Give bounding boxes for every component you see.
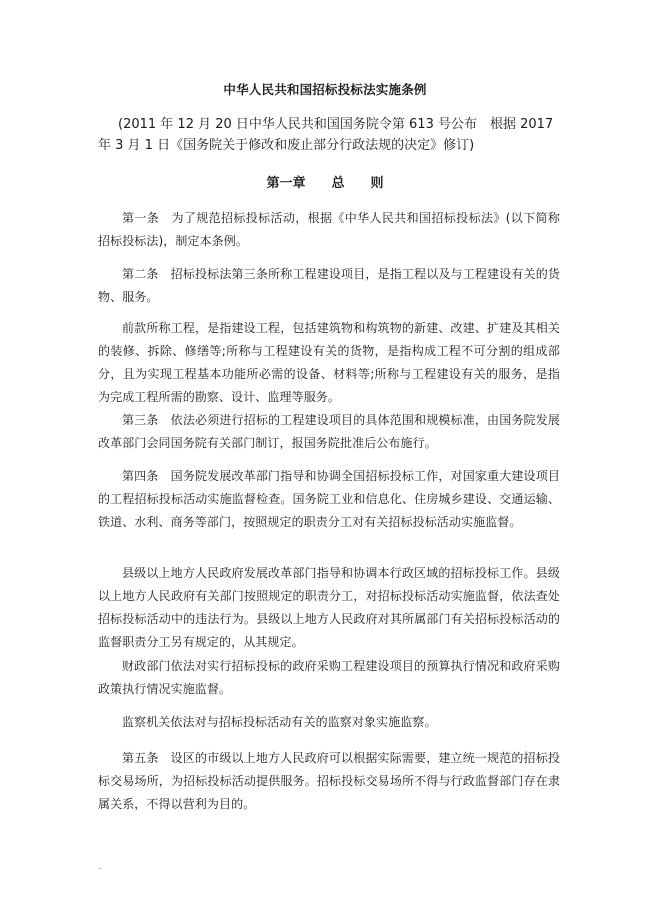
chapter-heading: 第一章 总 则 <box>266 176 384 191</box>
article-3-paragraph: 第三条 依法必须进行招标的工程建设项目的具体范围和规模标准，由国务院发展改革部门会同国务院有关部门制订，报国务院批准后公布施行。 <box>98 413 560 450</box>
document-title: 中华人民共和国招标投标法实施条例 <box>223 82 427 97</box>
article-2-subparagraph: 前款所称工程，是指建设工程，包括建筑物和构筑物的新建、改建、扩建及其相关的装修、拆除、修缮等;所称与工程建设有关的货物，是指构成工程不可分割的组成部分，且为实现工程基本功能所必需的设备、材料等;所称与工程建设有关的服务，是指为完成工程所需的勘察、设计、监理等服务。 <box>98 321 560 404</box>
article-4-paragraph: 第四条 国务院发展改革部门指导和协调全国招标投标工作，对国家重大建设项目的工程招标投标活动实施监督检查。国务院工业和信息化、住房城乡建设、交通运输、铁道、水利、商务等部门，按照规定的职责分工对有关招标投标活动实施监督。 <box>98 469 560 529</box>
page-speck <box>98 868 102 869</box>
article-2-paragraph: 第二条 招标投标法第三条所称工程建设项目，是指工程以及与工程建设有关的货物、服务。 <box>98 267 560 304</box>
article-5-paragraph: 第五条 设区的市级以上地方人民政府可以根据实际需要，建立统一规范的招标投标交易场所，为招标投标活动提供服务。招标投标交易场所不得与行政监督部门存在隶属关系，不得以营利为目的。 <box>98 751 560 811</box>
article-4-subparagraph-county: 县级以上地方人民政府发展改革部门指导和协调本行政区域的招标投标工作。县级以上地方人民政府有关部门按照规定的职责分工，对招标投标活动实施监督，依法查处招标投标活动中的违法行为。县级以上地方人民政府对其所属部门有关招标投标活动的监督职责分工另有规定的，从其规定。 <box>98 566 560 649</box>
revision-note: (2011 年 12 月 20 日中华人民共和国国务院令第 613 号公布 根据 2017 年 3 月 1 日《国务院关于修改和废止部分行政法规的决定》修订) <box>98 117 554 153</box>
article-4-subparagraph-supervision: 监察机关依法对与招标投标活动有关的监察对象实施监察。 <box>122 715 437 729</box>
article-4-subparagraph-finance: 财政部门依法对实行招标投标的政府采购工程建设项目的预算执行情况和政府采购政策执行情况实施监督。 <box>98 659 560 696</box>
article-1-paragraph: 第一条 为了规范招标投标活动，根据《中华人民共和国招标投标法》(以下简称招标投标法)，制定本条例。 <box>98 211 560 248</box>
